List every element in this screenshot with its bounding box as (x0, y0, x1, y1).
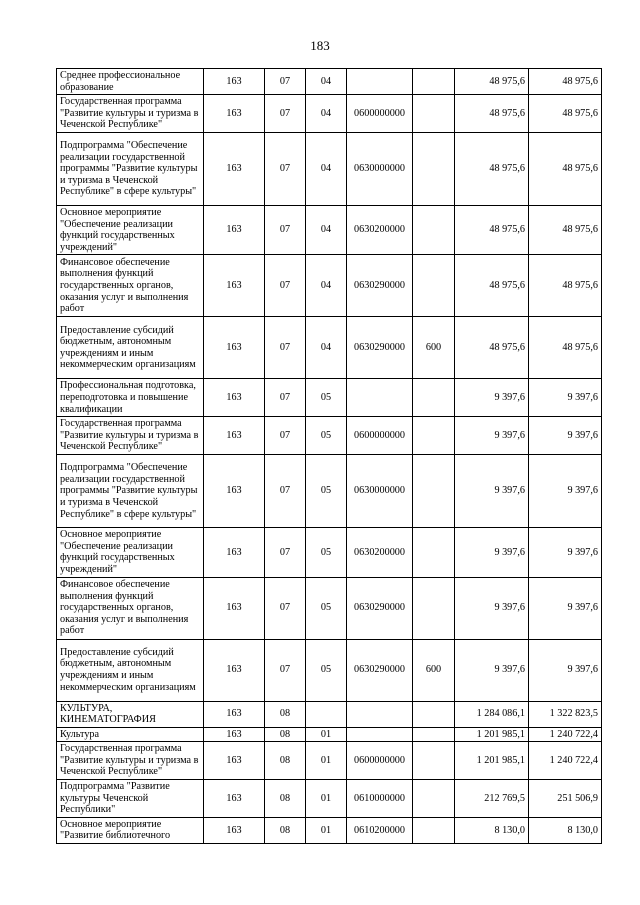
cell-expense-type (413, 528, 455, 577)
cell-name: Основное мероприятие "Обеспечение реализации функций государственных учреждений" (57, 528, 204, 577)
cell-ved-code: 163 (204, 132, 265, 205)
cell-ved-code: 163 (204, 639, 265, 701)
cell-name: Предоставление субсидий бюджетным, автономным учреждениям и иным некоммерческим организациям (57, 639, 204, 701)
cell-ved-code: 163 (204, 69, 265, 95)
cell-expense-type (413, 742, 455, 780)
cell-name: Подпрограмма "Обеспечение реализации государственной программы "Развитие культуры и туризма в Чеченской Республике" в сфере культуры" (57, 455, 204, 528)
cell-ved-code: 163 (204, 455, 265, 528)
cell-ved-code: 163 (204, 577, 265, 639)
cell-amount-2: 9 397,6 (529, 639, 602, 701)
cell-expense-type: 600 (413, 639, 455, 701)
cell-name: Профессиональная подготовка, переподготовка и повышение квалификации (57, 379, 204, 417)
cell-section-code: 07 (265, 639, 306, 701)
cell-target-article (347, 701, 413, 727)
cell-amount-2: 48 975,6 (529, 132, 602, 205)
cell-name: КУЛЬТУРА, КИНЕМАТОГРАФИЯ (57, 701, 204, 727)
cell-amount-1: 9 397,6 (455, 455, 529, 528)
table-row (57, 317, 602, 379)
cell-name: Подпрограмма "Обеспечение реализации государственной программы "Развитие культуры и туризма в Чеченской Республике" в сфере культуры" (57, 132, 204, 205)
cell-ved-code: 163 (204, 780, 265, 818)
cell-amount-2: 9 397,6 (529, 577, 602, 639)
cell-amount-1: 48 975,6 (455, 132, 529, 205)
table-row (57, 255, 602, 317)
cell-section-code: 07 (265, 417, 306, 455)
cell-amount-2: 48 975,6 (529, 255, 602, 317)
cell-section-code: 08 (265, 727, 306, 742)
cell-subsection-code: 01 (306, 727, 347, 742)
page-number: 183 (310, 38, 330, 53)
cell-amount-1: 9 397,6 (455, 379, 529, 417)
table-row (57, 701, 602, 727)
cell-section-code: 08 (265, 780, 306, 818)
cell-target-article: 0600000000 (347, 95, 413, 133)
cell-expense-type: 600 (413, 317, 455, 379)
table-body (57, 69, 602, 844)
cell-expense-type (413, 69, 455, 95)
cell-ved-code: 163 (204, 528, 265, 577)
cell-amount-2: 9 397,6 (529, 528, 602, 577)
table-row (57, 95, 602, 133)
cell-amount-1: 8 130,0 (455, 817, 529, 843)
cell-name: Государственная программа "Развитие культуры и туризма в Чеченской Республике" (57, 417, 204, 455)
cell-expense-type (413, 817, 455, 843)
cell-section-code: 08 (265, 701, 306, 727)
cell-section-code: 07 (265, 577, 306, 639)
cell-expense-type (413, 132, 455, 205)
table-row (57, 817, 602, 843)
cell-name: Основное мероприятие "Развитие библиотечного (57, 817, 204, 843)
table-row (57, 69, 602, 95)
cell-section-code: 07 (265, 69, 306, 95)
cell-subsection-code: 04 (306, 132, 347, 205)
cell-expense-type (413, 205, 455, 254)
cell-expense-type (413, 95, 455, 133)
cell-subsection-code: 05 (306, 639, 347, 701)
cell-name: Предоставление субсидий бюджетным, автономным учреждениям и иным некоммерческим организациям (57, 317, 204, 379)
cell-subsection-code: 04 (306, 255, 347, 317)
cell-expense-type (413, 780, 455, 818)
cell-expense-type (413, 379, 455, 417)
cell-ved-code: 163 (204, 317, 265, 379)
table-row (57, 379, 602, 417)
cell-target-article: 0610000000 (347, 780, 413, 818)
cell-ved-code: 163 (204, 817, 265, 843)
cell-ved-code: 163 (204, 255, 265, 317)
cell-amount-2: 48 975,6 (529, 205, 602, 254)
cell-name: Государственная программа "Развитие культуры и туризма в Чеченской Республике" (57, 742, 204, 780)
cell-amount-2: 9 397,6 (529, 417, 602, 455)
cell-target-article: 0630290000 (347, 577, 413, 639)
cell-amount-1: 1 201 985,1 (455, 742, 529, 780)
cell-section-code: 07 (265, 379, 306, 417)
cell-subsection-code: 04 (306, 317, 347, 379)
cell-ved-code: 163 (204, 742, 265, 780)
cell-name: Финансовое обеспечение выполнения функций государственных органов, оказания услуг и выполнения работ (57, 577, 204, 639)
cell-amount-1: 1 201 985,1 (455, 727, 529, 742)
cell-target-article: 0610200000 (347, 817, 413, 843)
cell-amount-1: 9 397,6 (455, 639, 529, 701)
cell-amount-1: 48 975,6 (455, 95, 529, 133)
cell-section-code: 07 (265, 255, 306, 317)
cell-subsection-code (306, 701, 347, 727)
cell-section-code: 08 (265, 817, 306, 843)
cell-target-article: 0630290000 (347, 255, 413, 317)
cell-section-code: 07 (265, 132, 306, 205)
cell-expense-type (413, 727, 455, 742)
cell-target-article: 0630290000 (347, 639, 413, 701)
cell-target-article: 0630200000 (347, 528, 413, 577)
cell-section-code: 07 (265, 528, 306, 577)
cell-name: Среднее профессиональное образование (57, 69, 204, 95)
cell-target-article (347, 379, 413, 417)
cell-amount-2: 48 975,6 (529, 317, 602, 379)
cell-subsection-code: 01 (306, 742, 347, 780)
cell-expense-type (413, 577, 455, 639)
cell-ved-code: 163 (204, 379, 265, 417)
cell-amount-1: 1 284 086,1 (455, 701, 529, 727)
cell-amount-2: 48 975,6 (529, 69, 602, 95)
cell-expense-type (413, 417, 455, 455)
cell-amount-2: 9 397,6 (529, 379, 602, 417)
table-row (57, 132, 602, 205)
cell-subsection-code: 01 (306, 817, 347, 843)
cell-target-article (347, 727, 413, 742)
cell-subsection-code: 05 (306, 379, 347, 417)
table-row (57, 577, 602, 639)
cell-name: Подпрограмма "Развитие культуры Чеченской Республики" (57, 780, 204, 818)
cell-amount-1: 9 397,6 (455, 577, 529, 639)
table-row (57, 639, 602, 701)
cell-amount-1: 9 397,6 (455, 528, 529, 577)
cell-amount-2: 1 322 823,5 (529, 701, 602, 727)
cell-subsection-code: 01 (306, 780, 347, 818)
cell-amount-1: 48 975,6 (455, 317, 529, 379)
cell-amount-1: 9 397,6 (455, 417, 529, 455)
cell-section-code: 07 (265, 205, 306, 254)
cell-subsection-code: 05 (306, 417, 347, 455)
cell-expense-type (413, 255, 455, 317)
table-row (57, 528, 602, 577)
cell-amount-2: 8 130,0 (529, 817, 602, 843)
cell-section-code: 08 (265, 742, 306, 780)
cell-expense-type (413, 701, 455, 727)
cell-target-article (347, 69, 413, 95)
table-row (57, 727, 602, 742)
cell-name: Финансовое обеспечение выполнения функций государственных органов, оказания услуг и выполнения работ (57, 255, 204, 317)
cell-target-article: 0600000000 (347, 742, 413, 780)
table-row (57, 205, 602, 254)
cell-ved-code: 163 (204, 727, 265, 742)
cell-target-article: 0630000000 (347, 132, 413, 205)
cell-section-code: 07 (265, 95, 306, 133)
cell-ved-code: 163 (204, 205, 265, 254)
cell-name: Основное мероприятие "Обеспечение реализации функций государственных учреждений" (57, 205, 204, 254)
cell-subsection-code: 04 (306, 205, 347, 254)
table-row (57, 742, 602, 780)
cell-amount-2: 1 240 722,4 (529, 742, 602, 780)
cell-subsection-code: 05 (306, 528, 347, 577)
cell-amount-1: 48 975,6 (455, 205, 529, 254)
cell-subsection-code: 04 (306, 95, 347, 133)
cell-amount-1: 48 975,6 (455, 255, 529, 317)
cell-amount-1: 48 975,6 (455, 69, 529, 95)
cell-amount-2: 1 240 722,4 (529, 727, 602, 742)
cell-expense-type (413, 455, 455, 528)
table-row (57, 455, 602, 528)
cell-section-code: 07 (265, 317, 306, 379)
cell-name: Государственная программа "Развитие культуры и туризма в Чеченской Республике" (57, 95, 204, 133)
cell-amount-2: 9 397,6 (529, 455, 602, 528)
cell-ved-code: 163 (204, 701, 265, 727)
table-row (57, 417, 602, 455)
cell-target-article: 0630200000 (347, 205, 413, 254)
cell-subsection-code: 05 (306, 577, 347, 639)
cell-target-article: 0630290000 (347, 317, 413, 379)
cell-name: Культура (57, 727, 204, 742)
table-row (57, 780, 602, 818)
cell-target-article: 0630000000 (347, 455, 413, 528)
budget-table (56, 68, 602, 844)
cell-ved-code: 163 (204, 95, 265, 133)
cell-subsection-code: 04 (306, 69, 347, 95)
cell-subsection-code: 05 (306, 455, 347, 528)
cell-amount-2: 48 975,6 (529, 95, 602, 133)
cell-section-code: 07 (265, 455, 306, 528)
cell-target-article: 0600000000 (347, 417, 413, 455)
cell-amount-1: 212 769,5 (455, 780, 529, 818)
cell-ved-code: 163 (204, 417, 265, 455)
cell-amount-2: 251 506,9 (529, 780, 602, 818)
